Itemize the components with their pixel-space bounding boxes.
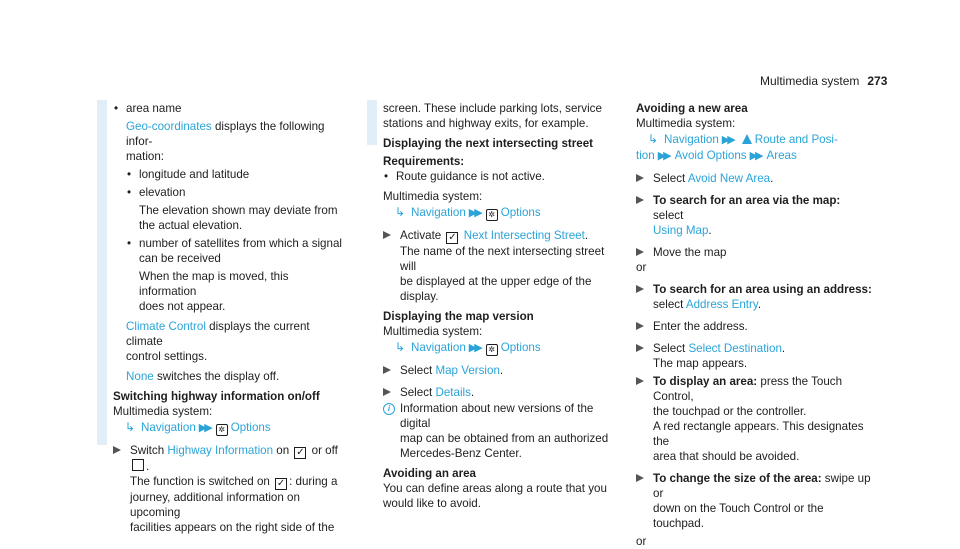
multimedia-system-label: Multimedia system: (636, 117, 736, 130)
step-arrow-icon (636, 285, 644, 293)
path-options[interactable]: Options (230, 421, 271, 434)
margin-bar-middle (367, 100, 377, 145)
menu-path (113, 420, 349, 436)
path-options[interactable]: Options (500, 206, 541, 219)
path-route-position-2[interactable]: tion (636, 149, 655, 162)
step-select-map-version: Select Map Version. (383, 363, 619, 378)
requirements-label: Requirements: (383, 155, 465, 168)
gear-icon: ✲ (486, 344, 498, 356)
map-version-link[interactable]: Map Version (435, 364, 500, 377)
double-chevron-icon: ▶▶ (657, 150, 669, 162)
double-chevron-icon: ▶▶ (468, 342, 480, 354)
path-areas[interactable]: Areas (766, 149, 797, 162)
multimedia-system-label: Multimedia system: (383, 325, 483, 338)
step-change-size: To change the size of the area: swipe up or down on the Touch Control or the touchpad. (636, 471, 872, 531)
path-arrow-icon: ↳ (395, 340, 406, 354)
path-navigation[interactable]: Navigation (411, 341, 466, 354)
select-destination-link[interactable]: Select Destination (688, 342, 782, 355)
path-avoid-options[interactable]: Avoid Options (674, 149, 747, 162)
step-arrow-icon (113, 446, 121, 454)
column-1 (113, 101, 349, 535)
or-text: or (636, 261, 647, 274)
heading-new-area: Avoiding a new area (636, 102, 748, 115)
step-arrow-icon (383, 388, 391, 396)
col2-text-2: stations and highway exits, for example. (383, 117, 589, 130)
heading-map-version: Displaying the map version (383, 310, 534, 323)
step-display-area: To display an area: press the Touch Control, the touchpad or the controller. A red rectangle appears. This designates the area that should be avoided. (636, 374, 872, 464)
bullet-elevation: • elevation (126, 185, 349, 200)
step-arrow-icon (636, 248, 644, 256)
step-arrow-icon (636, 377, 644, 385)
step-arrow-icon (383, 231, 391, 239)
step-search-address: To search for an area using an address: select Address Entry. (636, 282, 872, 312)
heading-avoiding-area: Avoiding an area (383, 467, 476, 480)
path-options[interactable]: Options (500, 341, 541, 354)
bullet-longlat: • longitude and latitude (126, 167, 349, 182)
step-activate: Activate ✓ Next Intersecting Street. The name of the next intersecting street will be displayed at the upper edge of the display. (383, 228, 619, 304)
address-entry-link[interactable]: Address Entry (685, 298, 758, 311)
or-text: or (636, 535, 647, 548)
navigation-arrow-icon (742, 134, 752, 144)
double-chevron-icon: ▶▶ (749, 150, 761, 162)
geo-coordinates-link[interactable]: Geo-coordinates (126, 120, 212, 133)
step-arrow-icon (636, 344, 644, 352)
path-arrow-icon: ↳ (395, 205, 406, 219)
step-select-details: Select Details. (383, 385, 619, 400)
page-number: 273 (867, 74, 888, 88)
double-chevron-icon: ▶▶ (468, 207, 480, 219)
requirement-item: • Route guidance is not active. (383, 169, 619, 184)
column-3 (636, 101, 872, 549)
elevation-note-2: the actual elevation. (139, 219, 243, 232)
using-map-link[interactable]: Using Map (653, 224, 709, 237)
step-arrow-icon (636, 322, 644, 330)
bullet-satellites: • number of satellites from which a signal (126, 236, 349, 251)
climate-text: Climate Control displays the current climate (126, 320, 310, 348)
details-link[interactable]: Details (435, 386, 471, 399)
col2-text-1: screen. These include parking lots, service (383, 102, 602, 115)
step-select-destination: Select Select Destination. The map appears. (636, 341, 872, 371)
gear-icon: ✲ (216, 424, 228, 436)
step-arrow-icon (636, 174, 644, 182)
heading-highway: Switching highway information on/off (113, 390, 320, 403)
step-enter-address: Enter the address. (636, 319, 872, 334)
bullet-area-name: • area name (113, 101, 349, 116)
margin-bar-left (97, 100, 107, 445)
checkbox-checked-icon: ✓ (296, 447, 305, 458)
multimedia-system-label: Multimedia system: (113, 405, 213, 418)
avoid-text-2: would like to avoid. (383, 497, 481, 510)
menu-path-2 (636, 148, 872, 164)
none-link[interactable]: None (126, 370, 154, 383)
avoid-text-1: You can define areas along a route that you (383, 482, 607, 495)
heading-intersecting: Displaying the next intersecting street (383, 137, 594, 150)
column-2 (383, 101, 619, 511)
elevation-note: The elevation shown may deviate from (139, 204, 338, 217)
none-text: None switches the display off. (126, 370, 280, 383)
path-route-position[interactable]: Route and Posi- (754, 133, 838, 146)
step-avoid-new-area: Select Avoid New Area. (636, 171, 872, 186)
step-arrow-icon (383, 366, 391, 374)
bullet-satellites-2: can be received (139, 252, 221, 265)
info-note: i Information about new versions of the digital map can be obtained from an authorized Mercedes-Benz Center. (383, 401, 619, 461)
menu-path (383, 340, 619, 356)
climate-control-link[interactable]: Climate Control (126, 320, 206, 333)
path-arrow-icon: ↳ (125, 420, 136, 434)
menu-path (383, 205, 619, 221)
double-chevron-icon: ▶▶ (198, 422, 210, 434)
step-search-map: To search for an area via the map: select Using Map. (636, 193, 872, 238)
step-arrow-icon (636, 196, 644, 204)
avoid-new-area-link[interactable]: Avoid New Area (687, 172, 771, 185)
path-arrow-icon: ↳ (648, 132, 659, 146)
satellite-note-2: does not appear. (139, 300, 226, 313)
page-header (760, 74, 887, 89)
multimedia-system-label: Multimedia system: (383, 190, 483, 203)
header-title: Multimedia system (760, 74, 860, 88)
menu-path (636, 132, 872, 148)
info-icon: i (383, 403, 395, 415)
checkbox-empty-icon (132, 459, 144, 471)
step-switch-highway: Switch Highway Information on ✓ or off . The function is switched on ✓ : during a journey, additional information on upcoming facilities appears on the right side of the (113, 443, 349, 535)
climate-text-2: control settings. (126, 350, 208, 363)
step-arrow-icon (636, 474, 644, 482)
gear-icon: ✲ (486, 209, 498, 221)
satellite-note: When the map is moved, this information (139, 270, 289, 298)
path-navigation[interactable]: Navigation (411, 206, 466, 219)
checkbox-checked-icon: ✓ (276, 478, 286, 489)
path-navigation[interactable]: Navigation (664, 133, 719, 146)
geo-text: Geo-coordinates displays the following infor- (126, 120, 325, 148)
highway-information-link[interactable]: Highway Information (167, 444, 274, 457)
step-move-map: Move the map (636, 245, 872, 260)
next-intersecting-street-link[interactable]: Next Intersecting Street (463, 229, 585, 242)
checkbox-checked-icon: ✓ (448, 232, 457, 243)
double-chevron-icon: ▶▶ (721, 134, 733, 146)
geo-text-2: mation: (126, 150, 165, 163)
path-navigation[interactable]: Navigation (141, 421, 196, 434)
